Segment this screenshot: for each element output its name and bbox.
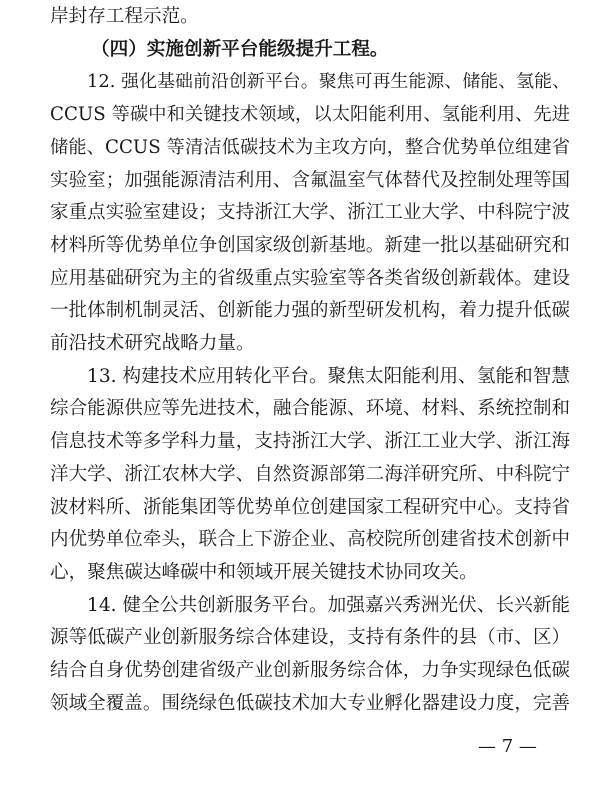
text-line-4: CCUS 等碳中和关键技术领域，以太阳能利用、氢能利用、先进 xyxy=(50,104,570,126)
text-line-13: 综合能源供应等先进技术，融合能源、环境、材料、系统控制和 xyxy=(50,398,570,420)
text-line-18: 心，聚焦碳达峰碳中和领域开展关键技术协同攻关。 xyxy=(50,561,478,583)
page-number: — 7 — xyxy=(478,736,537,757)
text-line-10: 一批体制机制灵活、创新能力强的新型研发机构，着力提升低碳 xyxy=(50,300,570,322)
text-line-15: 洋大学、浙江农林大学、自然资源部第二海洋研究所、中科院宁 xyxy=(50,463,570,485)
text-line-20: 源等低碳产业创新服务综合体建设，支持有条件的县（市、区） xyxy=(50,627,570,649)
text-line-22: 领域全覆盖。围绕绿色低碳技术加大专业孵化器建设力度，完善 xyxy=(50,692,570,714)
text-line-3: 12. 强化基础前沿创新平台。聚焦可再生能源、储能、氢能、 xyxy=(87,71,570,93)
text-line-21: 结合自身优势创建省级产业创新服务综合体，力争实现绿色低碳 xyxy=(50,660,570,681)
text-line-16: 波材料所、浙能集团等优势单位创建国家工程研究中心。支持省 xyxy=(50,496,570,518)
text-line-12: 13. 构建技术应用转化平台。聚焦太阳能利用、氢能和智慧 xyxy=(87,365,570,387)
section-heading: （四）实施创新平台能级提升工程。 xyxy=(91,38,389,60)
text-line-6: 实验室；加强能源清洁利用、含氟温室气体替代及控制处理等国 xyxy=(50,169,570,191)
text-line-7: 家重点实验室建设；支持浙江大学、浙江工业大学、中科院宁波 xyxy=(50,202,570,224)
text-line-9: 应用基础研究为主的省级重点实验室等各类省级创新载体。建设 xyxy=(50,267,570,289)
text-line-14: 信息技术等多学科力量，支持浙江大学、浙江工业大学、浙江海 xyxy=(50,431,570,453)
text-line-5: 储能、CCUS 等清洁低碳技术为主攻方向，整合优势单位组建省 xyxy=(50,136,570,158)
text-line-17: 内优势单位牵头，联合上下游企业、高校院所创建省技术创新中 xyxy=(50,529,570,551)
text-line-1: 岸封存工程示范。 xyxy=(50,6,199,27)
text-line-11: 前沿技术研究战略力量。 xyxy=(50,333,255,354)
text-line-19: 14. 健全公共创新服务平台。加强嘉兴秀洲光伏、长兴新能 xyxy=(87,594,570,616)
text-line-8: 材料所等优势单位争创国家级创新基地。新建一批以基础研究和 xyxy=(50,234,570,256)
